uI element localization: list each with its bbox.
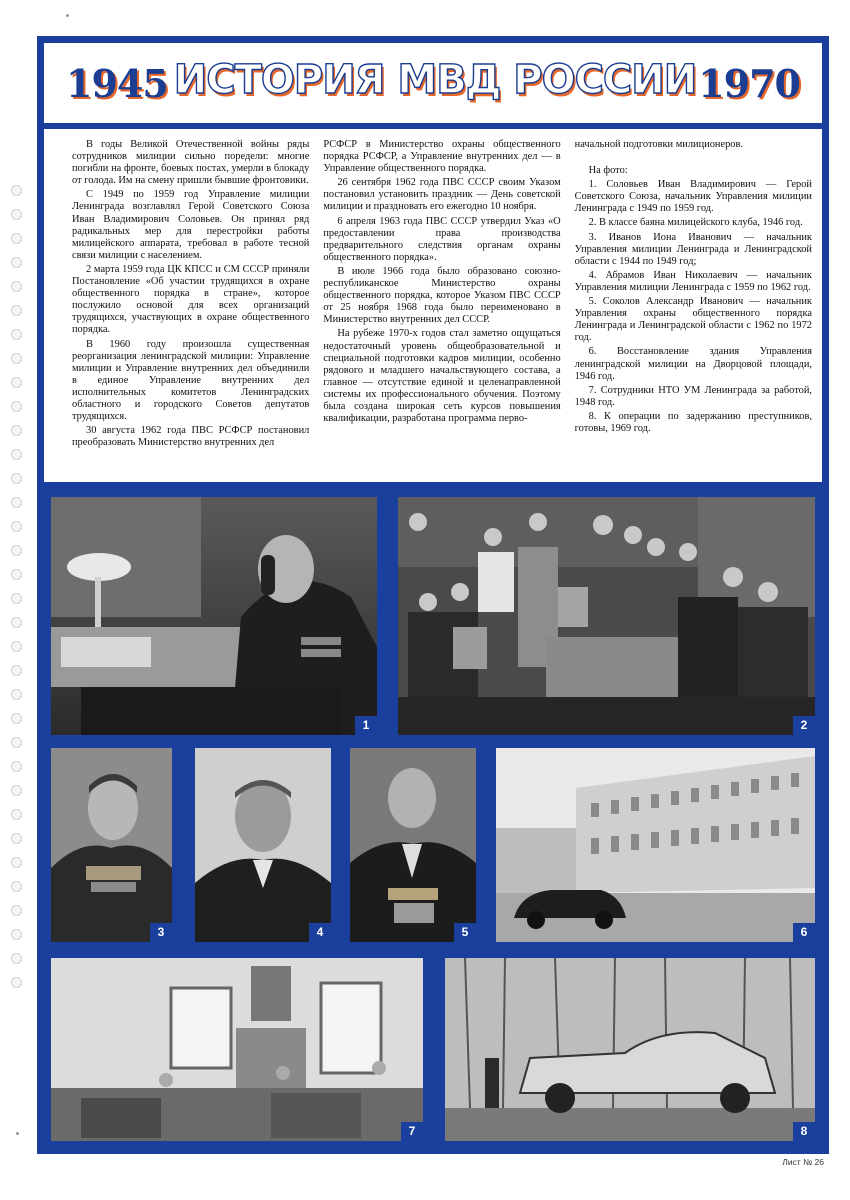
speck xyxy=(16,1132,19,1135)
paragraph: РСФСР в Министерство охраны общественного порядка РСФСР, а Управление внутренних дел — в Управление общественного порядка. xyxy=(323,139,561,175)
photo-lab-employees xyxy=(51,958,423,1141)
paragraph: 2 марта 1959 года ЦК КПСС и СМ СССР приняли Постановление «Об участии трудящихся в охране общественного порядка в стране», которое послужило основой для всех организаций трудящихся, участвующих в охране общественного порядка. xyxy=(72,263,310,336)
caption-2: 2. В классе баяна милицейского клуба, 1946 год. xyxy=(588,217,803,229)
title-band xyxy=(44,43,822,123)
photo-abramov-portrait xyxy=(195,748,331,942)
paragraph: В июле 1966 года было образовано союзно-республиканское Министерство охраны общественного порядка, которое Указом ПВС СССР от 25 ноября 1968 года было переименовано в Министерство внутренних дел СССР. xyxy=(323,265,561,326)
paragraph: В 1960 году произошла существенная реорганизация ленинградской милиции: Управление милиции и Управление внутренних дел объединили в единое Управление внутренних дел исполнительных комитетов Ленинградских областного и городского Советов депутатов трудящихся. xyxy=(72,338,310,423)
photo-ivanov-portrait xyxy=(51,748,172,942)
caption-6: 6. Восстановление здания Управления ленинградской милиции на Дворцовой площади, 1946 год. xyxy=(574,346,812,382)
paragraph: 30 августа 1962 года ПВС РСФСР постановил преобразовать Министерство внутренних дел xyxy=(72,425,310,449)
photo-police-car-forest xyxy=(445,958,815,1141)
photo-soloviev-at-desk xyxy=(51,497,377,735)
article-column-3 xyxy=(575,139,812,476)
photo-sokolov-portrait xyxy=(350,748,476,942)
poster-title: ИСТОРИЯ МВД РОССИИ xyxy=(173,57,697,103)
photo-number: 4 xyxy=(309,923,331,942)
poster-frame xyxy=(37,36,829,1154)
photo-number: 1 xyxy=(355,716,377,735)
article-column-2 xyxy=(323,139,560,476)
caption-4: 4. Абрамов Иван Николаевич — начальник Управления милиции Ленинграда с 1959 по 1962 год. xyxy=(574,269,812,293)
caption-5: 5. Соколов Александр Иванович — начальник Управления охраны общественного порядка Ленинграда и Ленинградской области с 1962 по 1972 год. xyxy=(574,296,812,344)
speck xyxy=(66,14,69,17)
caption-7: 7. Сотрудники НТО УМ Ленинграда за работой, 1948 год. xyxy=(574,384,812,408)
paragraph: начальной подготовки милиционеров. xyxy=(574,139,743,150)
photo-number: 7 xyxy=(401,1122,423,1141)
paragraph: На рубеже 1970-х годов стал заметно ощущаться недостаточный уровень общеобразовательной и специальной подготовки кадров милиции, особенно рядового и младшего начальствующего состава, а главное — отсутствие единой и целенаправленной системы их профессионального обучения. Поэтому была создана широкая сеть курсов повышения квалификации, разработана программа перво- xyxy=(323,328,561,425)
photo-building-palace-square xyxy=(496,748,815,942)
year-start: 1945 xyxy=(66,61,168,106)
caption-1: 1. Соловьев Иван Владимирович — Герой Советского Союза, начальник Управления милиции Ленинграда с 1949 по 1959 год. xyxy=(574,179,812,215)
year-end: 1970 xyxy=(698,61,800,106)
paragraph: В годы Великой Отечественной войны ряды сотрудников милиции сильно поредели: многие погибли на фронте, боевых постах, умерли в блокаду от голода. Им на смену пришли бывшие фронтовики. xyxy=(72,139,310,187)
paragraph: 6 апреля 1963 года ПВС СССР утвердил Указ «О предоставлении права производства предварительного следствия органам охраны общественного порядка». xyxy=(323,215,561,263)
photo-number: 5 xyxy=(454,923,476,942)
photo-accordion-class xyxy=(398,497,815,735)
article-column-1 xyxy=(72,139,309,476)
article-panel xyxy=(44,129,822,482)
captions-heading: На фото: xyxy=(588,165,628,177)
photo-number: 3 xyxy=(150,923,172,942)
photo-number: 6 xyxy=(793,923,815,942)
photo-number: 8 xyxy=(793,1122,815,1141)
caption-8: 8. К операции по задержанию преступников, готовы, 1969 год. xyxy=(574,410,812,434)
binder-holes xyxy=(11,185,25,1005)
paragraph: С 1949 по 1959 год Управление милиции Ленинграда возглавлял Герой Советского Союза Иван Владимирович Соловьев. Он принял ряд радикальных мер для перестройки работы милицейского аппарата, требовал в работе тесной связи милиции с населением. xyxy=(72,189,310,261)
caption-3: 3. Иванов Иона Иванович — начальник Управления милиции Ленинграда и Ленинградской области с 1944 по 1949 год; xyxy=(574,231,812,267)
paragraph: 26 сентября 1962 года ПВС СССР своим Указом постановил установить праздник — День советской милиции и праздновать его ежегодно 10 ноября. xyxy=(323,177,561,213)
photo-number: 2 xyxy=(793,716,815,735)
sheet-number: Лист № 26 xyxy=(782,1157,824,1167)
